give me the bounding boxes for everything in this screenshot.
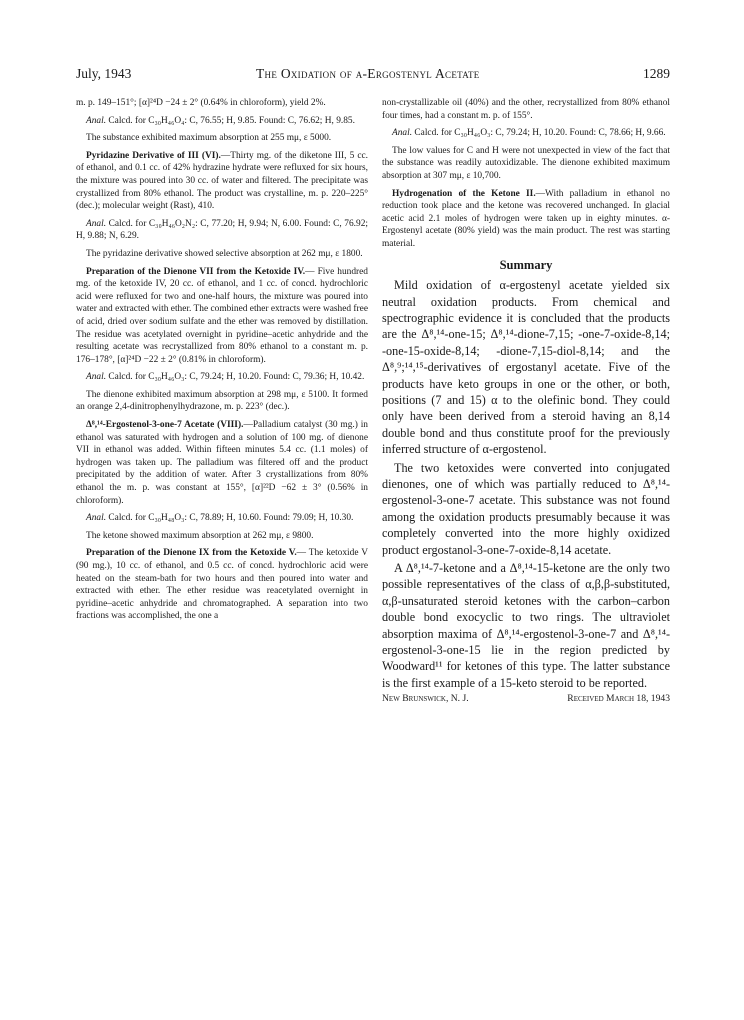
section-text: —Thirty mg. of the diketone III, 5 cc. of ethanol, and 0.1 cc. of 42% hydrazine hydrate were refluxed for six hours, the mixture was poured into 30 cc. of water and filtered. The precipitate was crystallized from 80% ethanol. The product was crystalline, m. p. 220–225° (dec.); molecular weight (Rast), 410.	[76, 150, 368, 212]
analysis-text: Calcd. for C₃₀H₄₆O₄: C, 76.55; H, 9.85. Found: C, 76.62; H, 9.85.	[108, 115, 355, 126]
section-title: Hydrogenation of the Ketone II.	[392, 188, 536, 199]
anal-label: Anal.	[86, 372, 107, 383]
section-text: —Palladium catalyst (30 mg.) in ethanol was saturated with hydrogen and a solution of 100 mg. of dienone VII in ethanol was added. Within fifteen minutes 5.4 cc. (1.1 moles) of hydrogen was taken up. The palladium was filtered off and the product precipitated by the addition of water. After 3 crystallizations from 80% ethanol the m. p. was constant at 155°, [α]²²D −62 ± 3° (0.56% in chloroform).	[76, 420, 368, 506]
paragraph: The low values for C and H were not unexpected in view of the fact that the substance was readily autoxidizable. The dienone exhibited maximum absorption at 307 mμ, ε 10,700.	[382, 145, 670, 181]
section-paragraph	[76, 419, 368, 507]
paragraph: m. p. 149–151°; [α]²⁴D −24 ± 2° (0.64% in chloroform), yield 2%.	[76, 98, 326, 108]
summary-paragraph: Mild oxidation of α-ergostenyl acetate yielded six neutral oxidation products. From chemical and spectrographic evidence it is concluded that the products are the Δ⁸,¹⁴-one-15; Δ⁸,¹⁴-dione-7,15; -one-7-oxide-8,14; -one-15-oxide-8,14; -dione-7,15-diol-8,14; and the Δ⁸,⁹;¹⁴,¹⁵-derivatives of ergostanyl acetate. Five of the products have keto groups in one or the other, or both, positions (7 and 15) α to the olefinic bond. They could only have been derived from a steroid having an 8,14 double bond and thus constitute proof for the previously inferred structure of α-ergostenol.	[382, 278, 670, 457]
paragraph: The pyridazine derivative showed selective absorption at 262 mμ, ε 1800.	[86, 248, 363, 259]
analysis-text: Calcd. for C₃₀H₄₈O₃: C, 78.89; H, 10.60. Found: 79.09; H, 10.30.	[108, 513, 354, 524]
analysis-paragraph	[76, 371, 368, 384]
analysis-paragraph	[76, 115, 368, 128]
summary-heading: Summary	[499, 257, 553, 272]
section-paragraph	[76, 547, 368, 623]
paragraph: The substance exhibited maximum absorption at 255 mμ, ε 5000.	[86, 133, 332, 144]
article-footer	[382, 693, 670, 706]
location: New Brunswick, N. J.	[382, 693, 469, 705]
anal-label: Anal.	[86, 115, 107, 126]
section-text: —With palladium in ethanol no reduction took place and the ketone was recovered unchanged. In glacial acetic acid 2.1 moles of hydrogen were taken up in eighty minutes. α-Ergostenyl acetate (80% yield) was the main product. The rest was starting material.	[382, 188, 670, 249]
page-number: 1289	[643, 66, 670, 81]
right-column	[382, 97, 670, 706]
analysis-paragraph	[76, 218, 368, 243]
section-text: — Five hundred mg. of the ketoxide IV, 20 cc. of ethanol, and 1 cc. of concd. hydrochloric acid were refluxed for two and one-half hours, the mixture was poured into water and extracted with ether. The combined ether extracts were washed free of acid, dried over sodium sulfate and the ether was removed by distillation. The residue was acetylated overnight in pyridine–acetic anhydride and the resulting acetate was recrystallized from 80% ethanol to a constant m. p. 176–178°, [α]²⁴D −22 ± 2° (0.81% in chloroform).	[76, 266, 368, 365]
section-title: Preparation of the Dienone VII from the Ketoxide IV.	[86, 266, 306, 277]
paragraph: non-crystallizable oil (40%) and the other, recrystallized from 80% ethanol four times, had a constant m. p. of 155°.	[382, 98, 670, 121]
section-paragraph	[382, 188, 670, 251]
analysis-text: Calcd. for C₃₀H₄₆O₃: C, 79.24; H, 10.20. Found: C, 79.36; H, 10.42.	[108, 372, 365, 383]
running-title: The Oxidation of α-Ergostenyl Acetate	[256, 66, 480, 81]
analysis-text: Calcd. for C₃₀H₄₆O₂N₂: C, 77.20; H, 9.94; N, 6.00. Found: C, 76.92; H, 9.88; N, 6.29.	[76, 218, 368, 242]
section-paragraph	[76, 266, 368, 367]
left-column	[76, 97, 368, 628]
anal-label: Anal.	[86, 513, 107, 524]
anal-label: Anal.	[392, 128, 413, 139]
section-paragraph	[76, 150, 368, 213]
paragraph: The dienone exhibited maximum absorption at 298 mμ, ε 5100. It formed an orange 2,4-dinitrophenylhydrazone, m. p. 223° (dec.).	[76, 389, 368, 413]
section-title: Preparation of the Dienone IX from the Ketoxide V.	[86, 548, 297, 559]
analysis-text: Calcd. for C₃₀H₄₆O₃: C, 79.24; H, 10.20. Found: C, 78.66; H, 9.66.	[414, 128, 666, 139]
analysis-paragraph	[76, 512, 368, 525]
summary-body	[382, 277, 670, 691]
anal-label: Anal.	[86, 218, 107, 229]
header-date: July, 1943	[76, 66, 132, 81]
section-title: Pyridazine Derivative of III (VI).	[86, 150, 221, 161]
paragraph: The ketone showed maximum absorption at 262 mμ, ε 9800.	[86, 530, 314, 541]
section-title: Δ⁸,¹⁴-Ergostenol-3-one-7 Acetate (VIII).	[86, 420, 244, 431]
summary-paragraph: A Δ⁸,¹⁴-7-ketone and a Δ⁸,¹⁴-15-ketone are the only two possible representatives of the class of α,β,β-substituted, α,β-unsaturated steroid ketones with the carbon–carbon double bond exocyclic to two rings. The ultraviolet absorption maxima of Δ⁸,¹⁴-ergostenol-3-one-7 and Δ⁸,¹⁴-ergostenol-3-one-15 lie in the region predicted by Woodward¹¹ for ketones of this type. The latter substance is the first example of a 15-keto steroid to be reported.	[382, 561, 670, 690]
received-date: Received March 18, 1943	[567, 693, 670, 705]
analysis-paragraph	[382, 127, 670, 140]
summary-paragraph: The two ketoxides were converted into conjugated dienones, one of which was partially reduced to Δ⁸,¹⁴-ergostenol-3-one-7 acetate. This substance was not found among the oxidation products presumably because it was completely converted into the more highly oxidized product ergostanol-3-one-7-oxide-8,14 acetate.	[382, 460, 670, 557]
section-text: — The ketoxide V (90 mg.), 10 cc. of ethanol, and 0.5 cc. of concd. hydrochloric acid were heated on the steam-bath for two hours and then poured into water and extracted with ether. The ether residue was reacetylated overnight in pyridine–acetic anhydride and chromatographed. A separation into two fractions was accomplished, the one a	[76, 548, 368, 622]
